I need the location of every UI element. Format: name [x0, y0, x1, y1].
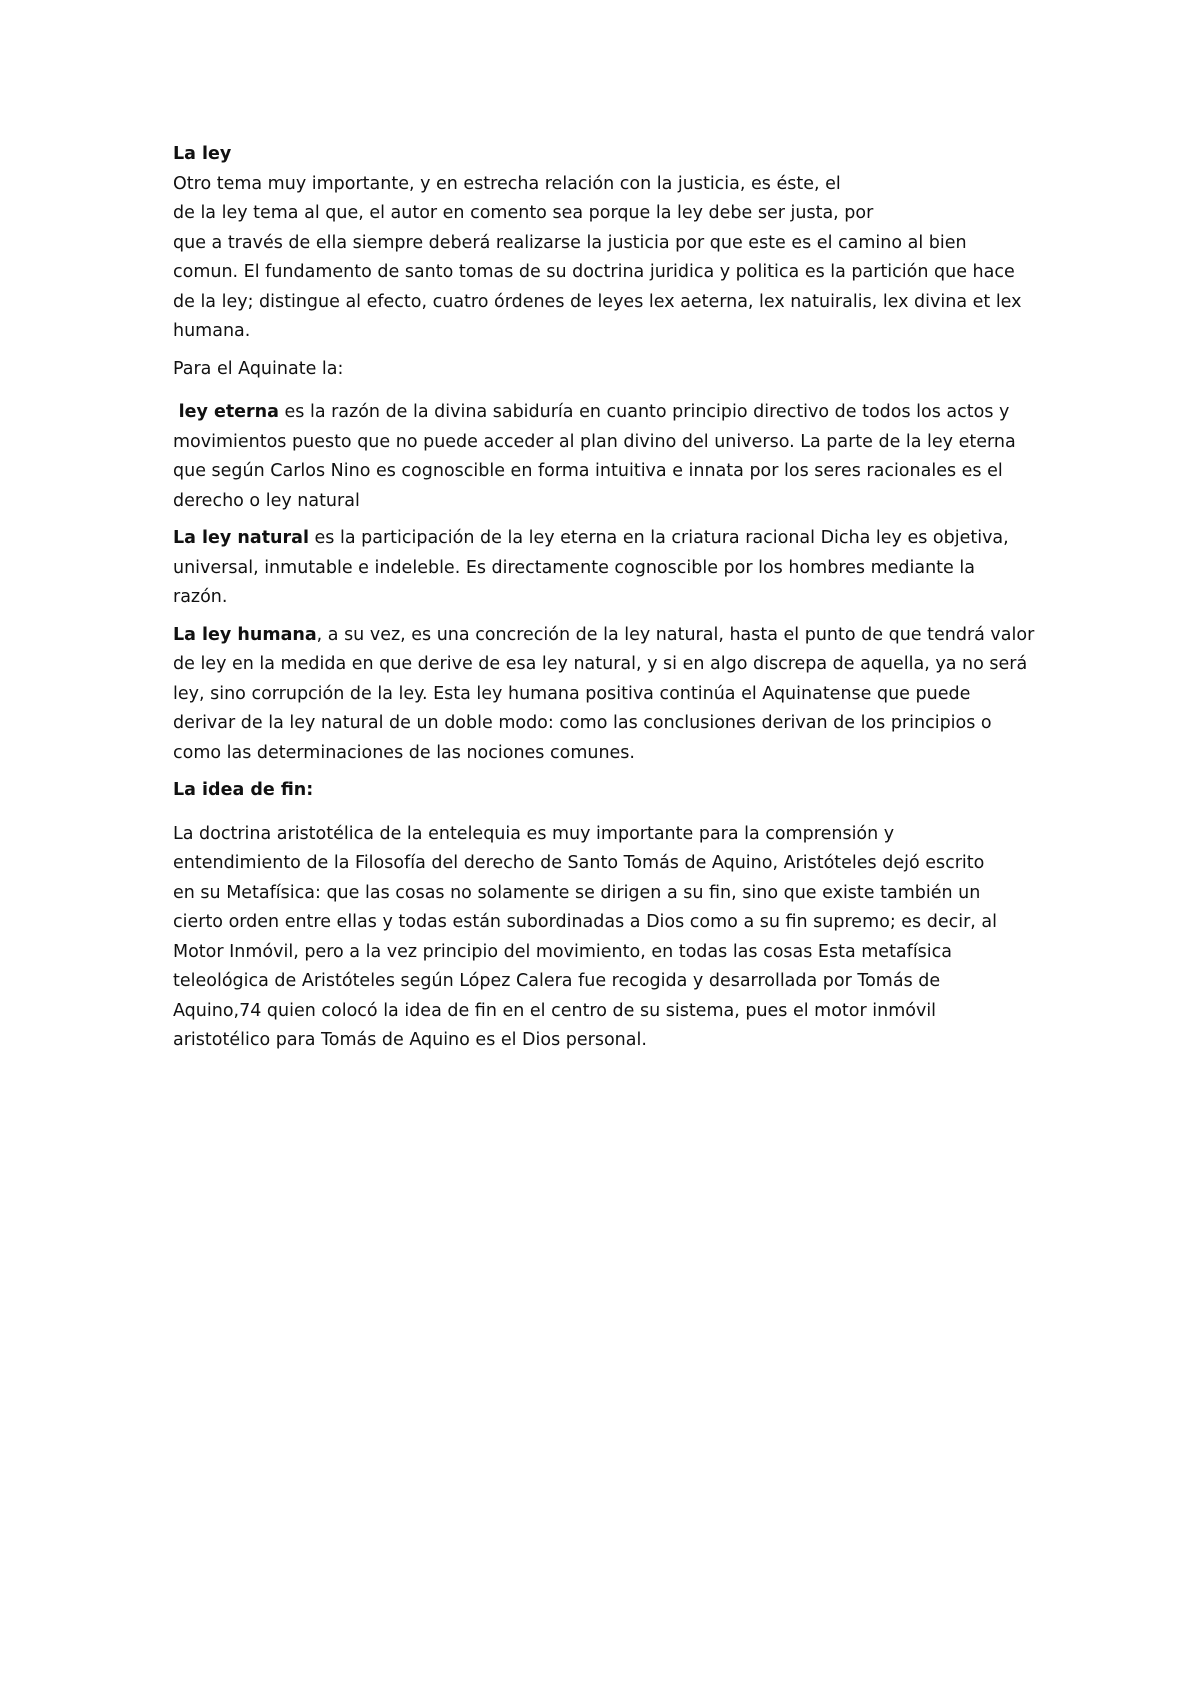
paragraph-text: es la razón de la divina sabiduría en cuanto principio directivo de todos los actos y — [278, 402, 1010, 422]
paragraph-line: Aquino,74 quien colocó la idea de fin en el centro de su sistema, pues el motor inmóvil — [173, 1000, 937, 1021]
paragraph-line: de la ley; distingue al efecto, cuatro órdenes de leyes lex aeterna, lex natuiralis, lex divina et lex — [173, 291, 1022, 312]
paragraph-line: en su Metafísica: que las cosas no solamente se dirigen a su fin, sino que existe también un — [173, 882, 981, 903]
paragraph-line: de la ley tema al que, el autor en comento sea porque la ley debe ser justa, por — [173, 203, 874, 223]
paragraph-line: comun. El fundamento de santo tomas de su doctrina juridica y politica es la partición que hace — [173, 262, 1015, 282]
paragraph-line: derivar de la ley natural de un doble modo: como las conclusiones derivan de los principios o — [173, 713, 992, 733]
paragraph-line: como las determinaciones de las nociones comunes. — [173, 742, 635, 763]
paragraph-line: aristotélico para Tomás de Aquino es el Dios personal. — [173, 1030, 647, 1050]
paragraph-line: derecho o ley natural — [173, 490, 360, 511]
ley-natural-paragraph — [173, 524, 1053, 613]
ley-natural-term: La ley natural — [173, 528, 309, 548]
ley-humana-term: La ley humana — [173, 624, 317, 645]
paragraph-line: de ley en la medida en que derive de esa ley natural, y si en algo discrepa de aquella, ya no será — [173, 654, 1028, 674]
paragraph-line: universal, inmutable e indeleble. Es directamente cognoscible por los hombres mediante la — [173, 557, 975, 578]
paragraph-line — [173, 524, 1053, 554]
aquinate-intro: Para el Aquinate la: — [173, 358, 344, 379]
paragraph-line: cierto orden entre ellas y todas están subordinadas a Dios como a su fin supremo; es decir, al — [173, 912, 997, 932]
idea-de-fin-paragraph — [173, 820, 1053, 1056]
document-title: La ley — [173, 144, 232, 164]
section-heading-fin: La idea de fin: — [173, 780, 314, 800]
paragraph-text: es la participación de la ley eterna en la criatura racional Dicha ley es objetiva, — [308, 528, 1009, 548]
paragraph-line: ley, sino corrupción de la ley. Esta ley humana positiva continúa el Aquinatense que puede — [173, 683, 971, 704]
paragraph-line: que a través de ella siempre deberá realizarse la justicia por que este es el camino al bien — [173, 232, 967, 253]
paragraph-line: La doctrina aristotélica de la entelequia es muy importante para la comprensión y — [173, 823, 895, 844]
intro-paragraph — [173, 170, 1053, 347]
paragraph-line — [173, 621, 1053, 651]
ley-eterna-term: ley eterna — [178, 402, 279, 422]
paragraph-line: teleológica de Aristóteles según López Calera fue recogida y desarrollada por Tomás de — [173, 971, 941, 991]
ley-humana-paragraph — [173, 621, 1053, 769]
ley-eterna-paragraph — [173, 398, 1053, 516]
paragraph-line: movimientos puesto que no puede acceder al plan divino del universo. La parte de la ley eterna — [173, 431, 1016, 452]
paragraph-line — [173, 398, 1053, 428]
paragraph-line: Otro tema muy importante, y en estrecha relación con la justicia, es éste, el — [173, 173, 841, 194]
paragraph-line: que según Carlos Nino es cognoscible en forma intuitiva e innata por los seres racionales es el — [173, 461, 1003, 481]
paragraph-text: , a su vez, es una concreción de la ley natural, hasta el punto de que tendrá valor — [316, 624, 1035, 645]
paragraph-line: razón. — [173, 587, 228, 607]
paragraph-line: humana. — [173, 321, 251, 341]
paragraph-line: entendimiento de la Filosofía del derecho de Santo Tomás de Aquino, Aristóteles dejó escrito — [173, 853, 985, 873]
paragraph-line: Motor Inmóvil, pero a la vez principio del movimiento, en todas las cosas Esta metafísica — [173, 941, 953, 962]
document-page — [173, 140, 1053, 1056]
